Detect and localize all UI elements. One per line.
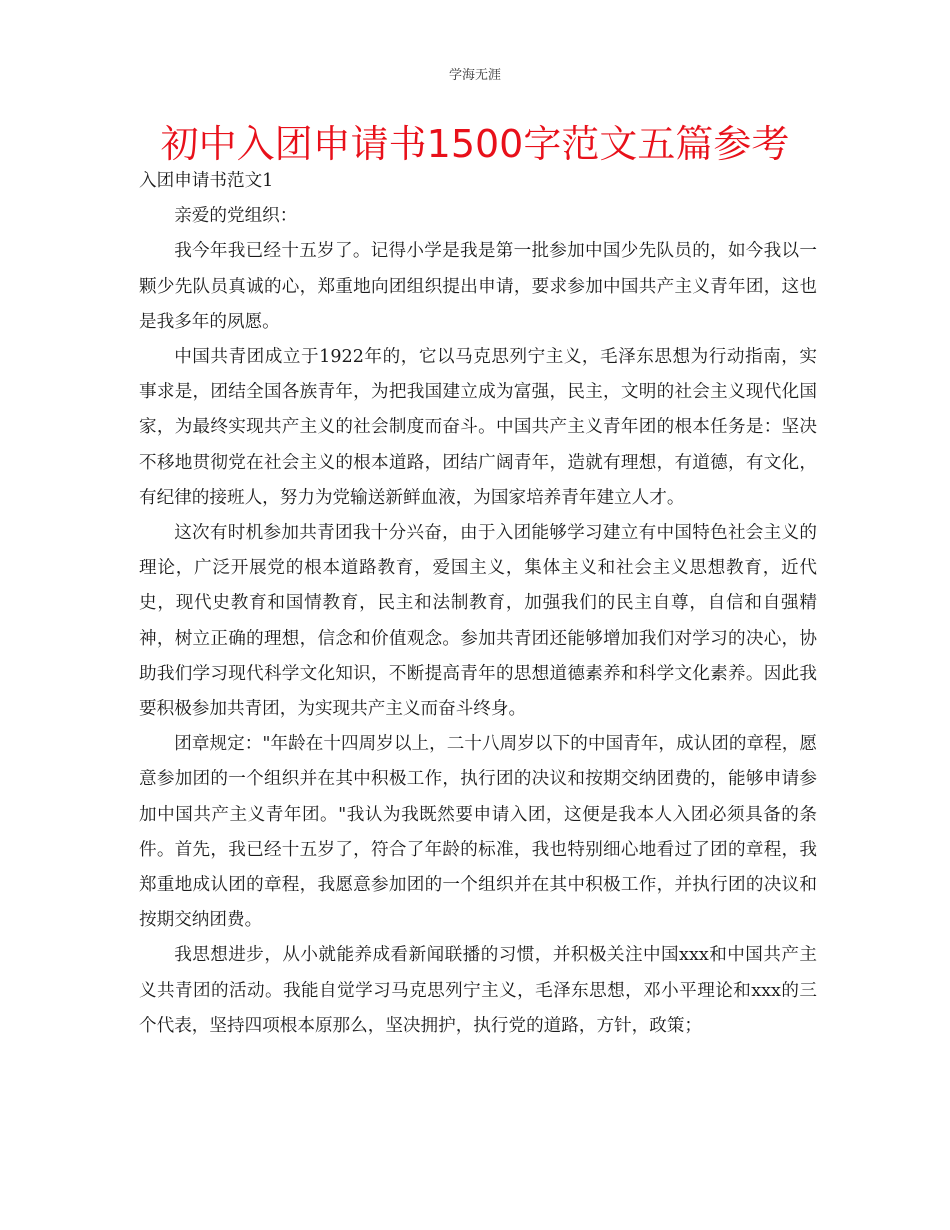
document-title: 初中入团申请书1500字范文五篇参考 <box>160 122 790 166</box>
page-header: 学海无涯 <box>448 68 501 83</box>
body-paragraph: 这次有时机参加共青团我十分兴奋，由于入团能够学习建立有中国特色社会主义的理论，广泛开展党的根本道路教育，爱国主义，集体主义和社会主义思想教育，近代史，现代史教育和国情教育，民主和法制教育，加强我们的民主自尊，自信和自强精神，树立正确的理想，信念和价值观念。参加共青团还能够增加我们对学习的决心，协助我们学习现代科学文化知识，不断提高青年的思想道德素养和科学文化素养。因此我要积极参加共青团，为实现共产主义而奋斗终身。 <box>139 523 817 720</box>
body-paragraph: 团章规定："年龄在十四周岁以上，二十八周岁以下的中国青年，成认团的章程，愿意参加团的一个组织并在其中积极工作，执行团的决议和按期交纳团费的，能够申请参加中国共产主义青年团。"我认为我既然要申请入团，这便是我本人入团必须具备的条件。首先，我已经十五岁了，符合了年龄的标准，我也特别细心地看过了团的章程，我郑重地成认团的章程，我愿意参加团的一个组织并在其中积极工作，并执行团的决议和按期交纳团费。 <box>139 734 817 931</box>
salutation-paragraph: 亲爱的党组织： <box>174 206 298 227</box>
body-paragraph: 我思想进步，从小就能养成看新闻联播的习惯，并积极关注中国xxx和中国共产主义共青团的活动。我能自觉学习马克思列宁主义，毛泽东思想，邓小平理论和xxx的三个代表，坚持四项根本原那么，坚决拥护，执行党的道路，方针，政策； <box>139 945 817 1036</box>
document-body <box>139 164 817 1044</box>
body-paragraph: 中国共青团成立于1922年的，它以马克思列宁主义，毛泽东思想为行动指南，实事求是，团结全国各族青年，为把我国建立成为富强，民主，文明的社会主义现代化国家，为最终实现共产主义的社会制度而奋斗。中国共产主义青年团的根本任务是：坚决不移地贯彻党在社会主义的根本道路，团结广阔青年，造就有理想，有道德，有文化，有纪律的接班人，努力为党输送新鲜血液，为国家培养青年建立人才。 <box>139 347 817 508</box>
subtitle-paragraph: 入团申请书范文1 <box>139 171 274 191</box>
body-paragraph: 我今年我已经十五岁了。记得小学是我是第一批参加中国少先队员的，如今我以一颗少先队员真诚的心，郑重地向团组织提出申请，要求参加中国共产主义青年团，这也是我多年的夙愿。 <box>139 241 817 332</box>
